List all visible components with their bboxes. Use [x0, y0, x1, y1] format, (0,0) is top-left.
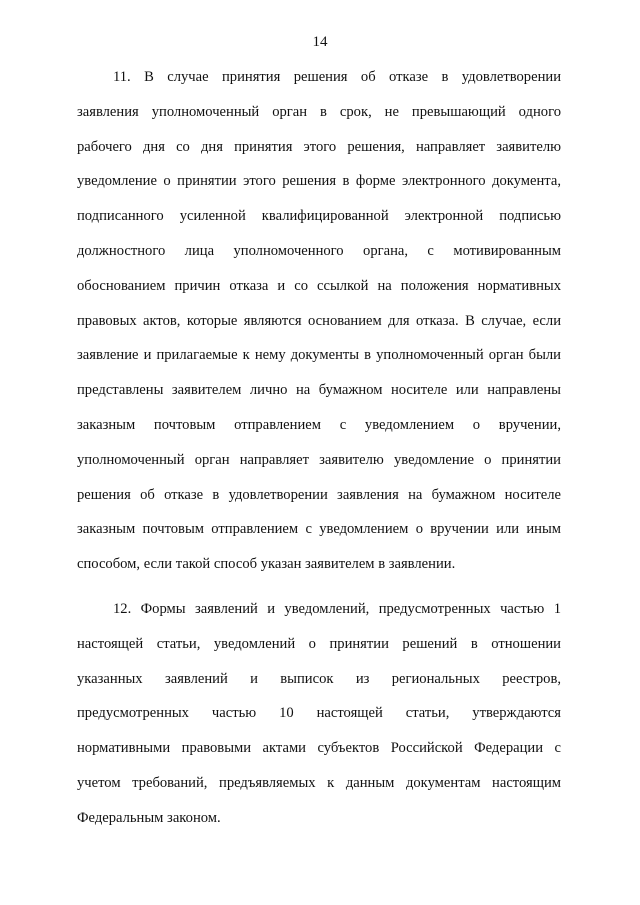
text-line: заказным почтовым отправлением с уведомлением о вручении или иным [77, 521, 561, 538]
text-line: учетом требований, предъявляемых к данным документам настоящим [77, 774, 561, 791]
text-line: нормативными правовыми актами субъектов Российской Федерации с [77, 740, 561, 757]
text-line: заказным почтовым отправлением с уведомлением о вручении, [77, 416, 561, 433]
text-line: 12. Формы заявлений и уведомлений, предусмотренных частью 1 [113, 600, 561, 617]
page-number: 14 [312, 34, 328, 50]
text-line: подписанного усиленной квалифицированной электронной подписью [77, 208, 561, 225]
text-line: рабочего дня со дня принятия этого решения, направляет заявителю [77, 138, 561, 155]
text-line: заявление и прилагаемые к нему документы в уполномоченный орган были [77, 347, 561, 364]
paragraph-clause-12 [77, 599, 561, 843]
paragraph-gap [77, 589, 561, 599]
text-line: представлены заявителем лично на бумажном носителе или направлены [77, 382, 561, 399]
text-line: уведомление о принятии этого решения в форме электронного документа, [77, 173, 561, 190]
text-line: должностного лица уполномоченного органа, с мотивированным [77, 242, 561, 259]
document-body [77, 67, 561, 843]
text-line: 11. В случае принятия решения об отказе в удовлетворении [113, 69, 561, 85]
text-line: обоснованием причин отказа и со ссылкой на положения нормативных [77, 277, 561, 294]
text-line: предусмотренных частью 10 настоящей статьи, утверждаются [77, 705, 561, 722]
text-line: решения об отказе в удовлетворении заявления на бумажном носителе [77, 486, 561, 503]
text-line: уполномоченный орган направляет заявителю уведомление о принятии [77, 451, 561, 468]
text-line: настоящей статьи, уведомлений о принятии решений в отношении [77, 635, 561, 652]
text-line: Федеральным законом. [77, 809, 221, 826]
text-line: указанных заявлений и выписок из региональных реестров, [77, 670, 561, 687]
paragraph-clause-11 [77, 67, 561, 589]
text-line: способом, если такой способ указан заявителем в заявлении. [77, 556, 456, 573]
text-line: правовых актов, которые являются основанием для отказа. В случае, если [77, 312, 561, 329]
text-line: заявления уполномоченный орган в срок, не превышающий одного [77, 103, 561, 120]
